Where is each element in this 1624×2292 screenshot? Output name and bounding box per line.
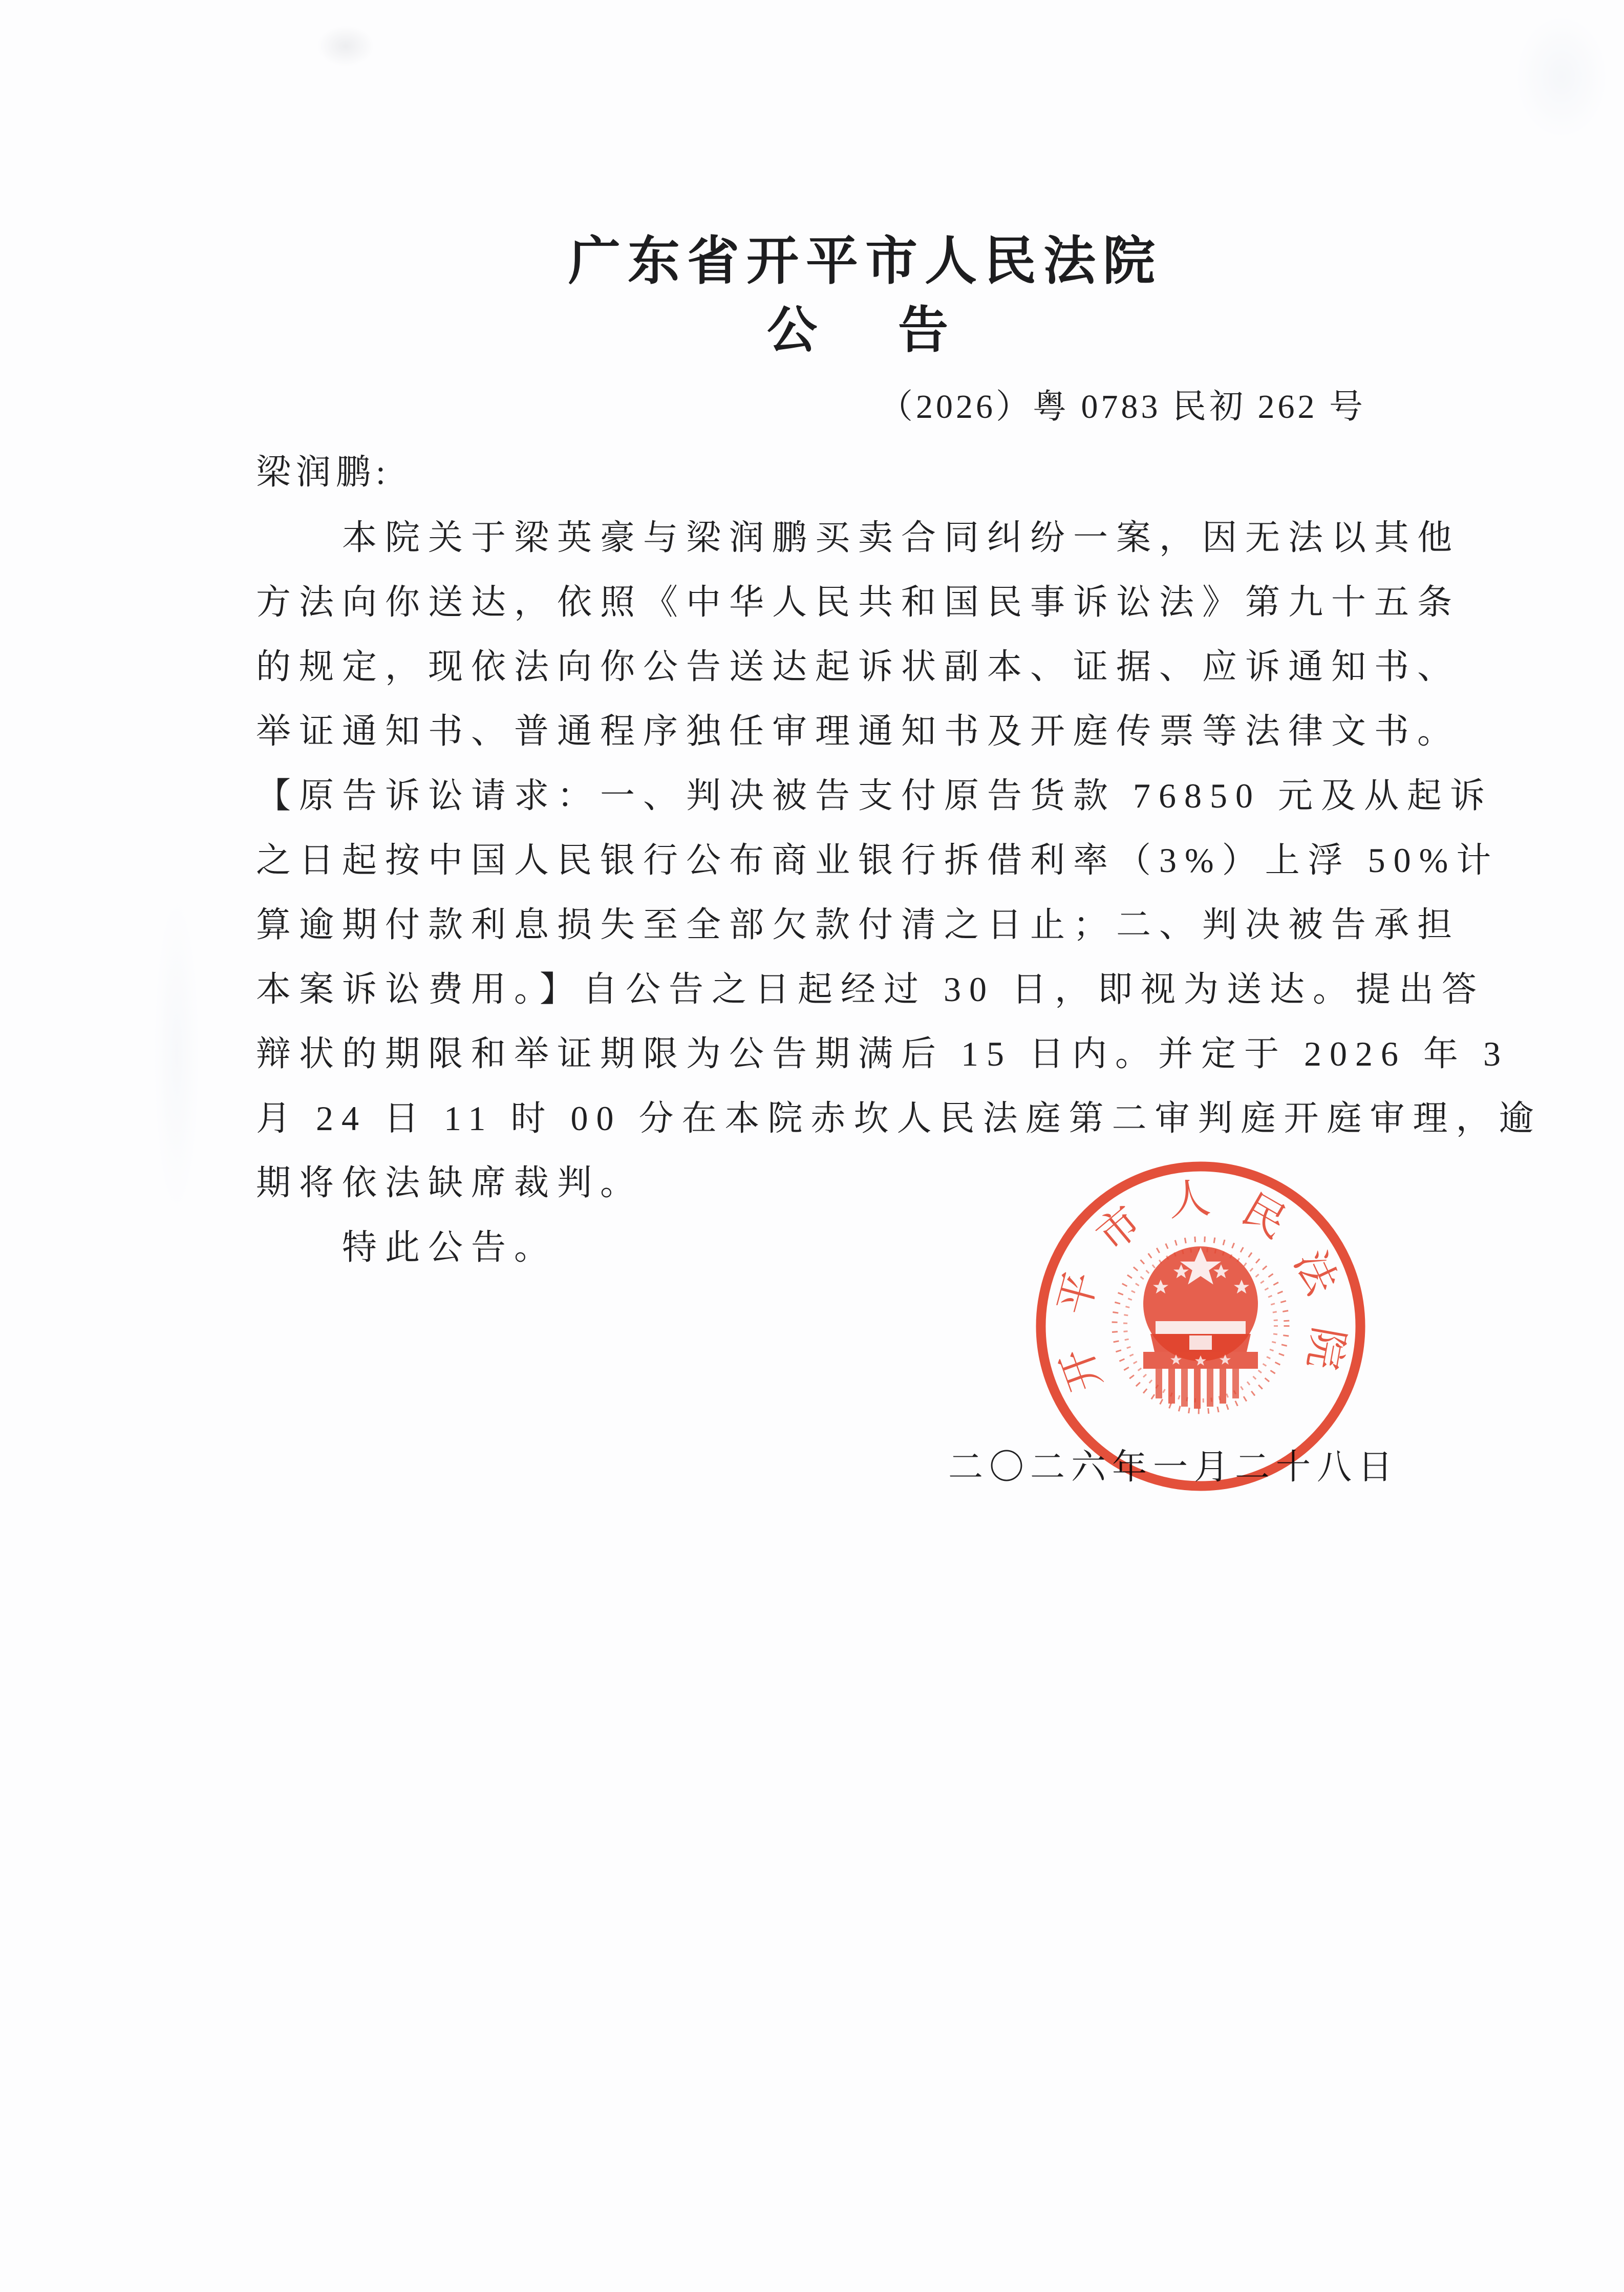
case-number: （2026）粤 0783 民初 262 号 (879, 388, 1366, 426)
body-line: 本案诉讼费用。】自公告之日起经过 30 日，即视为送达。提出答 (256, 970, 1485, 1009)
body-line: 方法向你送达，依照《中华人民共和国民事诉讼法》第九十五条 (256, 583, 1461, 622)
body-line: 【原告诉讼请求：一、判决被告支付原告货款 76850 元及从起诉 (256, 776, 1493, 815)
announcement-body (256, 505, 1542, 1215)
body-line: 之日起按中国人民银行公布商业银行拆借利率（3%）上浮 50%计 (256, 841, 1500, 880)
svg-text:法: 法 (1286, 1243, 1346, 1302)
china-national-emblem-icon (1115, 1239, 1287, 1411)
svg-text:人: 人 (1166, 1175, 1213, 1225)
court-name-title: 广东省开平市人民法院 (568, 233, 1162, 291)
doc-type-title: 公 告 (766, 303, 964, 358)
svg-text:平: 平 (1050, 1267, 1106, 1320)
svg-text:开: 开 (1052, 1342, 1110, 1397)
scan-smudge (154, 896, 200, 1214)
issue-date: 二〇二六年一月二十八日 (948, 1448, 1399, 1487)
svg-text:市: 市 (1087, 1197, 1150, 1261)
body-line: 本院关于梁英豪与梁润鹏买卖合同纠纷一案，因无法以其他 (342, 518, 1461, 557)
body-line: 的规定，现依法向你公告送达起诉状副本、证据、应诉通知书、 (256, 647, 1461, 686)
body-line: 算逾期付款利息损失至全部欠款付清之日止；二、判决被告承担 (256, 905, 1461, 944)
scan-smudge (317, 26, 374, 67)
addressee-name: 梁润鹏: (256, 453, 391, 492)
body-line: 期将依法缺席裁判。 (256, 1163, 644, 1202)
body-line: 月 24 日 11 时 00 分在本院赤坎人民法庭第二审判庭开庭审理，逾 (256, 1099, 1542, 1138)
svg-text:院: 院 (1299, 1323, 1353, 1373)
svg-text:民: 民 (1234, 1185, 1294, 1247)
body-line: 辩状的期限和举证期限为公告期满后 15 日内。并定于 2026 年 3 (256, 1034, 1509, 1073)
scan-smudge (1515, 15, 1608, 138)
closing-phrase: 特此公告。 (342, 1228, 558, 1267)
court-seal (1027, 1151, 1375, 1499)
body-line: 举证通知书、普通程序独任审理通知书及开庭传票等法律文书。 (256, 712, 1461, 751)
